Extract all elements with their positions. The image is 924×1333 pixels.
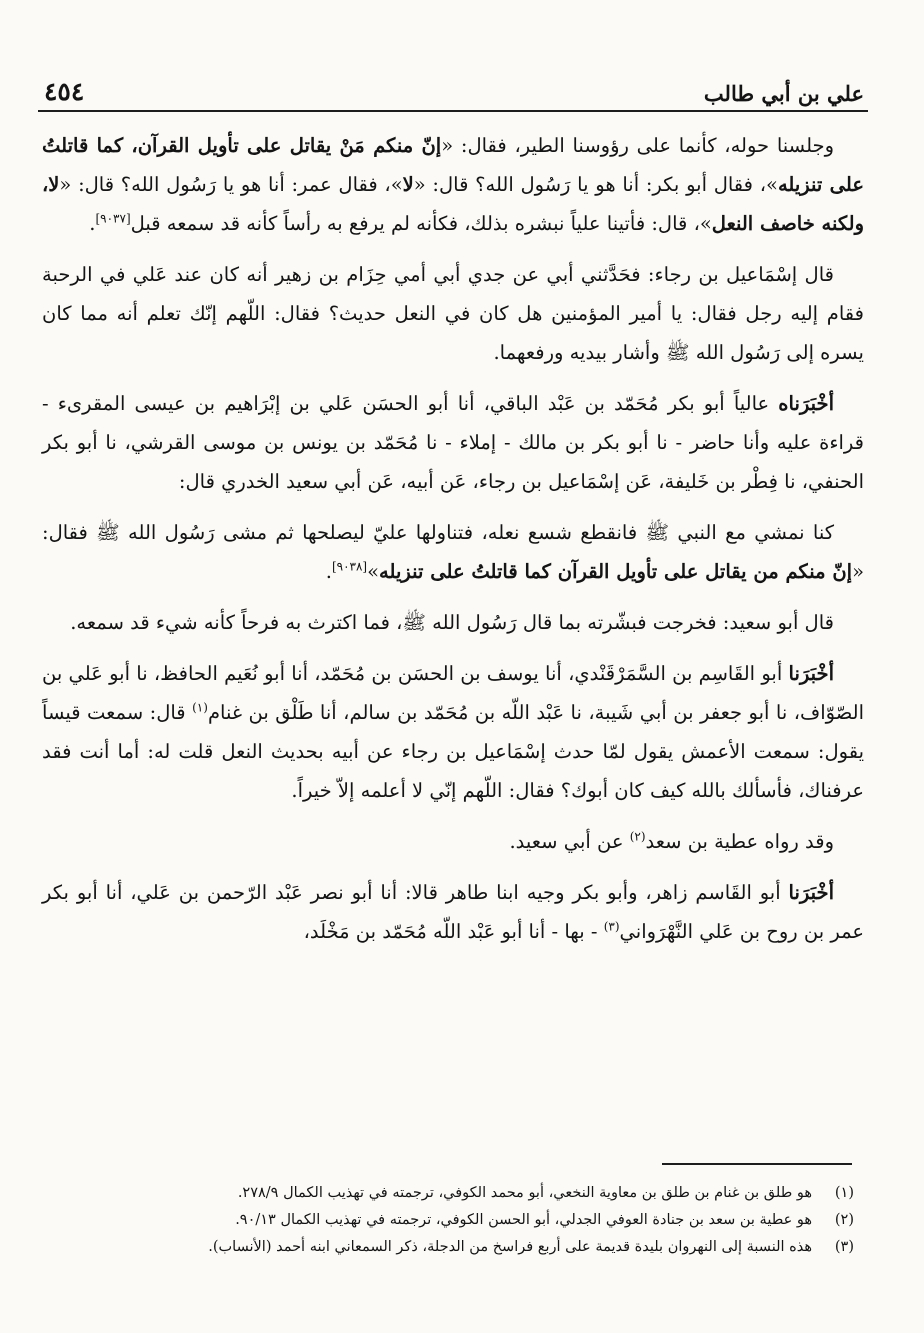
text-segment: »، فقال أبو بكر: أنا هو يا رَسُول الله؟ قال: « <box>413 173 778 196</box>
text-segment: » <box>367 560 380 583</box>
paragraph <box>42 384 864 501</box>
page-number: ٤٥٤ <box>44 77 85 106</box>
reference-marker: (٢) <box>629 829 646 844</box>
text-segment: قال أبو سعيد: فخرجت فبشّرته بما قال رَسُول الله ﷺ، فما اكترث به فرحاً كأنه شيء قد سمعه. <box>70 611 834 634</box>
text-segment: أبو القَاسم زاهر، وأبو بكر وجيه ابنا طاهر قالا: أنا أبو نصر عَبْد الرّحمن بن عَلي، أنا أبو بكر عمر بن روح بن عَلي النَّهْرَواني <box>42 881 864 943</box>
bold-text: لا <box>402 173 414 196</box>
footnote-rule <box>662 1163 852 1165</box>
text-segment: وجلسنا حوله، كأنما على رؤوسنا الطير، فقال: « <box>441 134 834 157</box>
reference-marker: (١) <box>192 700 208 715</box>
footnote-text: هو طلق بن غنام بن طلق بن معاوية النخعي، أبو محمد الكوفي، ترجمته في تهذيب الكمال ٢٧٨/٩. <box>237 1185 812 1201</box>
text-segment: »، قال: فأتينا علياً نبشره بذلك، فكأنه لم يرفع به رأساً كأنه قد سمعه قبل <box>130 212 712 235</box>
text-segment: أبو القَاسِم بن السَّمَرْقَنْدي، أنا يوسف بن الحسَن بن مُحَمّد، أنا أبو نُعَيم الحافظ، نا أبو عَلي بن الصّوّاف، نا أبو جعفر بن أبي شَيبة، نا عَبْد اللّه بن مُحَمّد بن سالم، أنا طَلْق بن غنام <box>42 662 865 724</box>
paragraph <box>42 873 864 951</box>
footnote-text: هو عطية بن سعد بن جنادة العوفي الجدلي، أبو الحسن الكوفي، ترجمته في تهذيب الكمال ٩٠/١٣. <box>235 1212 812 1228</box>
text-segment: قال: سمعت قيساً يقول: سمعت الأعمش يقول لمّا حدث إسْمَاعيل بن رجاء عن أبيه بحديث النعل قلت له: أما أنت فقد عرفناك، فأسألك بالله كيف كان أبوك؟ فقال: اللّهم إنّي لا أعلمه إلاّ خيراً. <box>42 701 864 802</box>
paragraph <box>42 126 864 243</box>
reference-marker: (٣) <box>603 919 620 934</box>
bold-text: أخْبَرَنا <box>788 881 834 904</box>
bold-text: إنّ منكم من يقاتل على تأويل القرآن كما قاتلتُ على تنزيله <box>379 560 853 583</box>
text-segment: . <box>325 560 332 583</box>
paragraph <box>42 255 864 372</box>
text-segment: - بها - أنا أبو عَبْد اللّه مُحَمّد بن مَخْلَد، <box>303 920 604 943</box>
main-text <box>42 126 864 963</box>
page-header <box>44 62 864 106</box>
footnote <box>44 1180 854 1207</box>
bold-text: إنّ منكم مَنْ يقاتل على تأويل القرآن، كما قاتلتُ على تنزيله <box>42 134 864 196</box>
bold-text: أخْبَرَنا <box>788 662 834 685</box>
text-segment: عالياً أبو بكر مُحَمّد بن عَبْد الباقي، أنا أبو الحسَن عَلي بن إبْرَاهيم بن عيسى المقرىء - قراءة عليه وأنا حاضر - نا أبو بكر بن مالك - إملاء - نا مُحَمّد بن يونس بن موسى القرشي، نا أبو بكر الحنفي، نا فِطْر بن خَليفة، عَن إسْمَاعيل بن رجاء، عَن أبيه، عَن أبي سعيد الخدري قال: <box>42 392 864 493</box>
text-segment: . <box>89 212 96 235</box>
footnote-number: (٢) <box>834 1212 854 1228</box>
reference-marker: [٩٠٣٨] <box>331 559 368 574</box>
running-title: علي بن أبي طالب <box>703 81 864 106</box>
text-segment: »، فقال عمر: أنا هو يا رَسُول الله؟ قال: « <box>59 173 403 196</box>
paragraph <box>42 603 864 642</box>
text-segment: عن أبي سعيد. <box>509 830 630 853</box>
paragraph <box>42 513 864 591</box>
text-segment: وقد رواه عطية بن سعد <box>645 830 834 853</box>
reference-marker: [٩٠٣٧] <box>95 211 131 226</box>
paragraph <box>42 822 864 861</box>
footnote-number: (٣) <box>834 1239 854 1255</box>
footnote <box>44 1207 854 1234</box>
text-segment: كنا نمشي مع النبي ﷺ فانقطع شسع نعله، فتناولها عليّ ليصلحها ثم مشى رَسُول الله ﷺ فقال: « <box>42 521 864 583</box>
header-rule <box>38 110 868 112</box>
footnote-text: هذه النسبة إلى النهروان بليدة قديمة على أربع فراسخ من الدجلة، ذكر السمعاني ابنه أحمد (الأنساب). <box>208 1239 812 1255</box>
bold-text: لا، ولكنه خاصف النعل <box>42 173 864 235</box>
footnote <box>44 1234 854 1261</box>
footnote-number: (١) <box>834 1185 854 1201</box>
paragraph <box>42 654 864 810</box>
text-segment: قال إسْمَاعيل بن رجاء: فحَدَّثني أبي عن جدي أبي أمي حِزَام بن زهير أنه كان عند عَلي في الرحبة فقام إليه رجل فقال: يا أمير المؤمنين هل كان في النعل حديث؟ فقال: اللّهم إنّك تعلم أنه مما كان يسره إلى رَسُول الله ﷺ وأشار بيديه ورفعهما. <box>42 263 864 364</box>
footnotes <box>44 1180 854 1261</box>
bold-text: أخْبَرَناه <box>778 392 834 415</box>
